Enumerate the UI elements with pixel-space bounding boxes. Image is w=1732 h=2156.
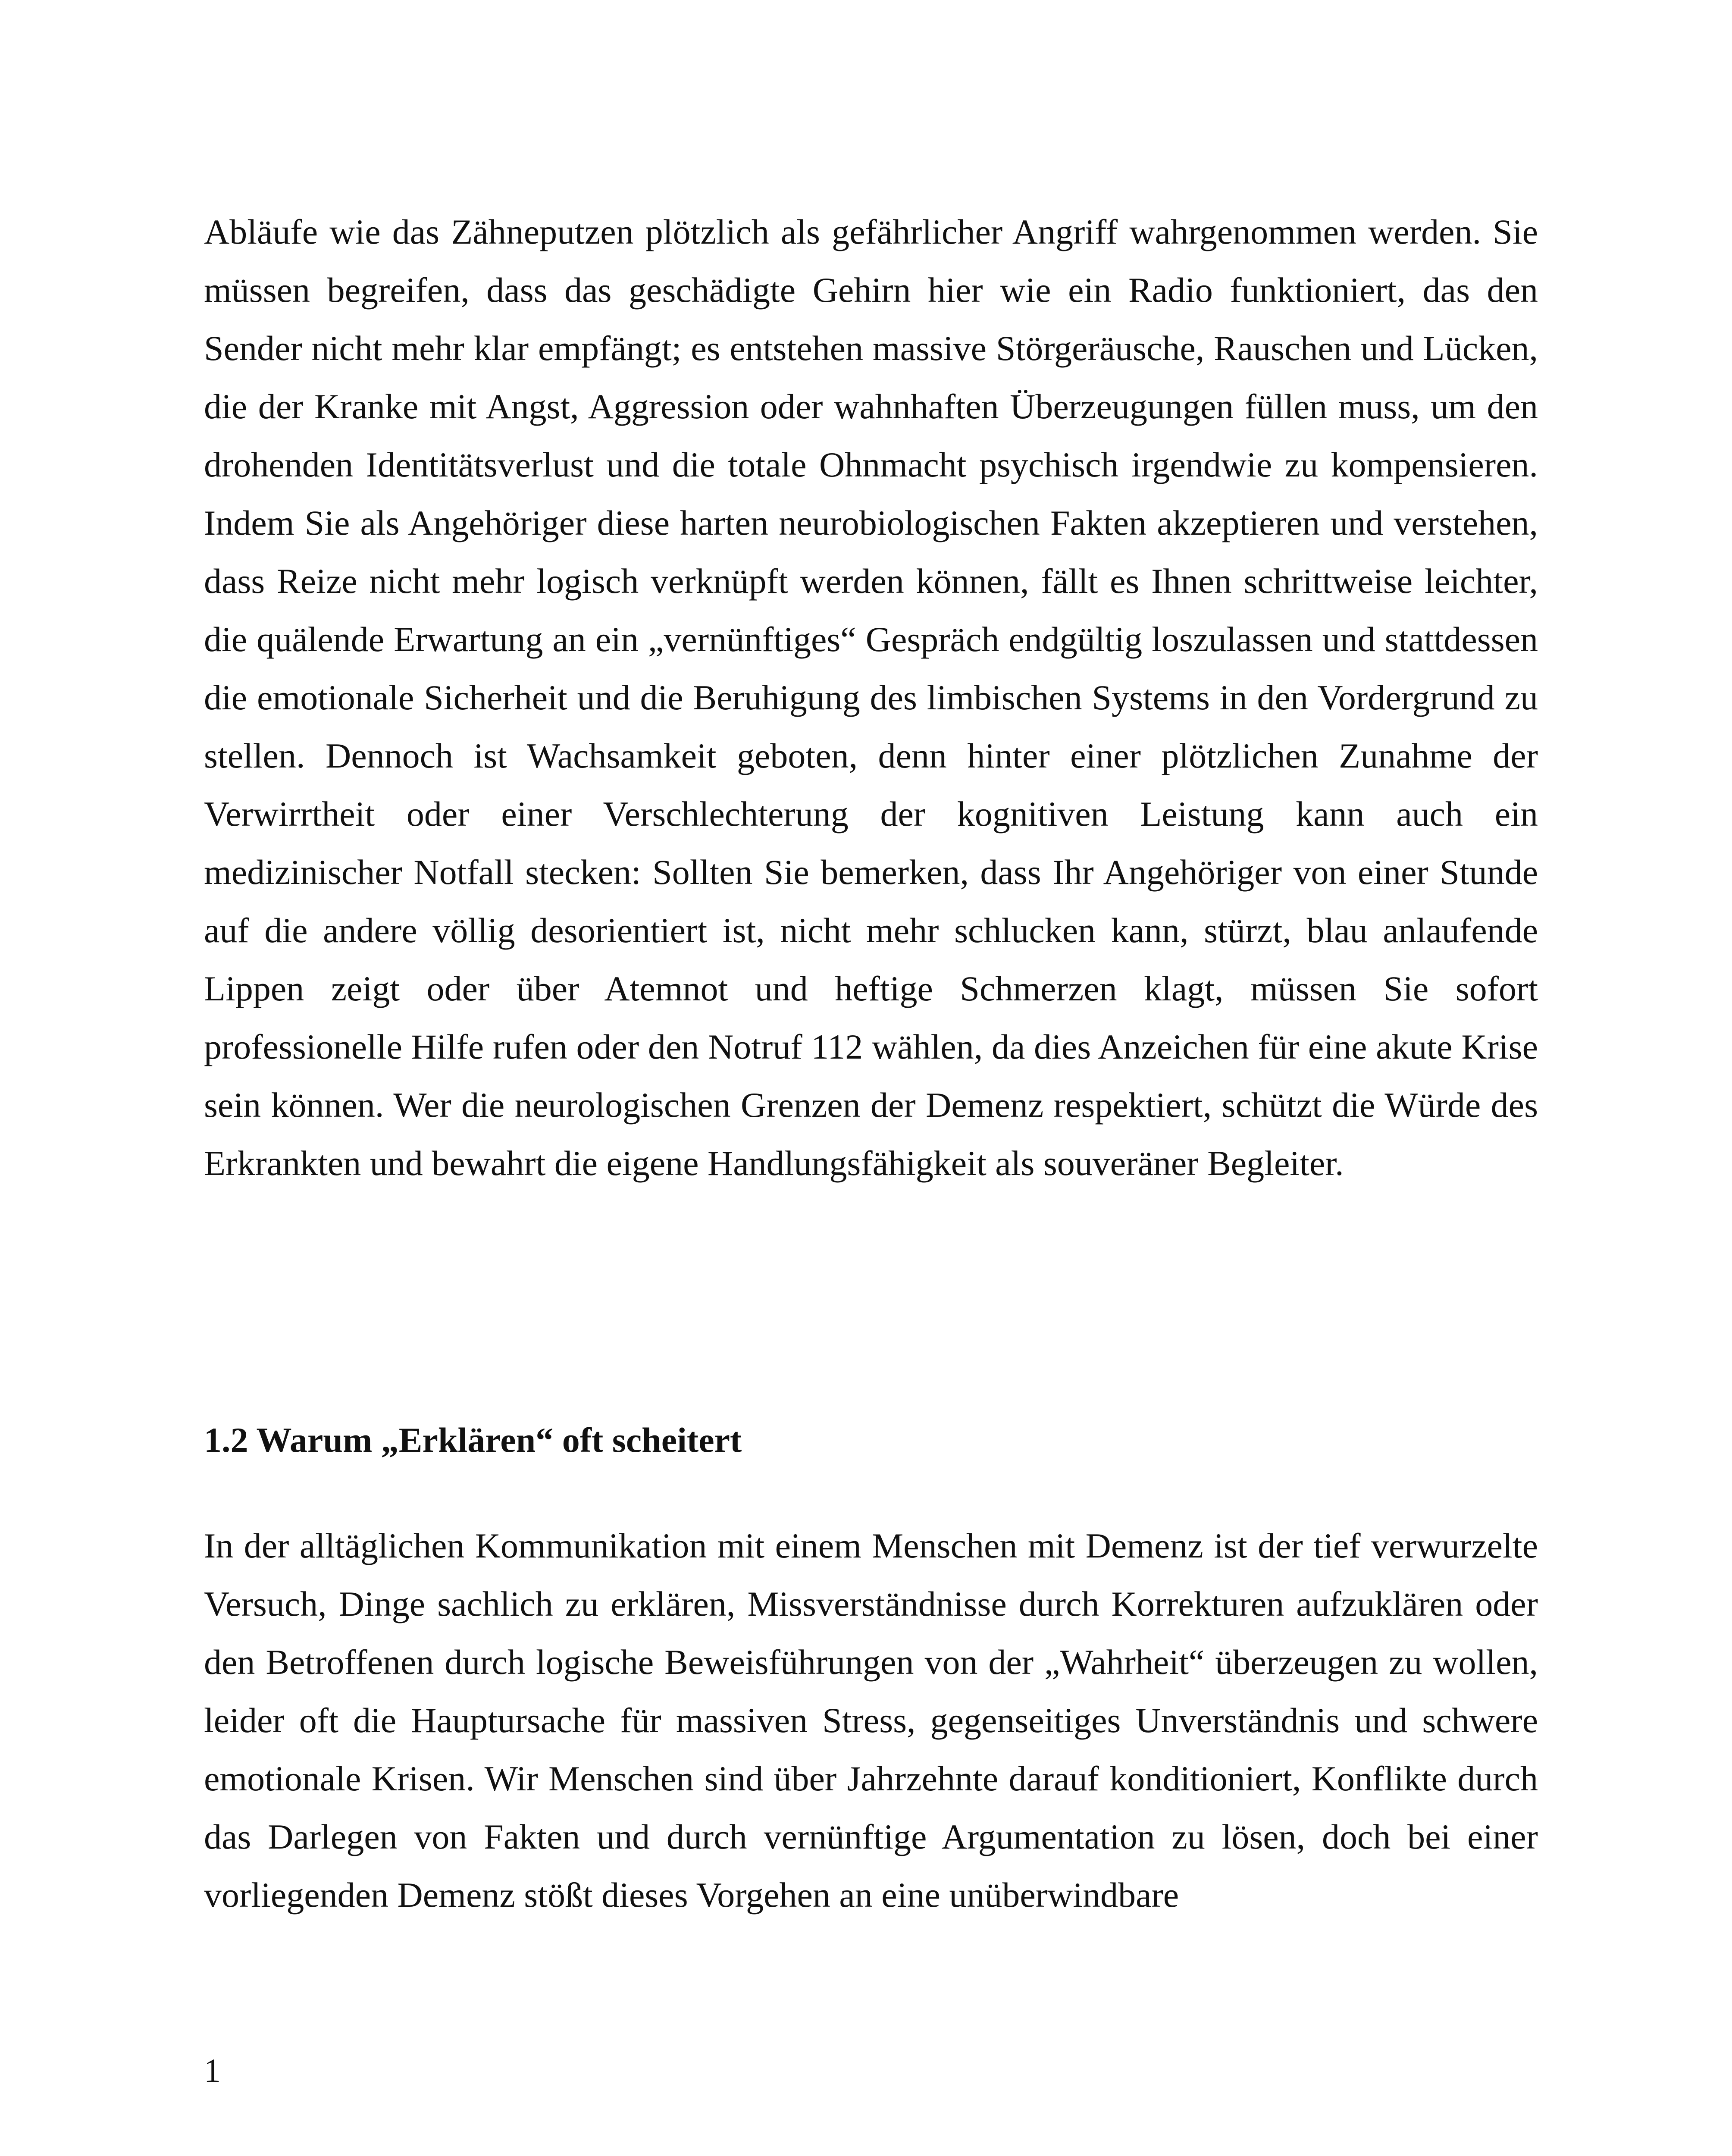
page-number: 1 <box>204 2052 221 2089</box>
section-heading: 1.2 Warum „Erklären“ oft scheitert <box>204 1420 742 1460</box>
body-paragraph: Abläufe wie das Zähneputzen plötzlich als gefährlicher Angriff wahrgenommen werden. Sie müssen begreifen, dass das geschädigte Gehirn hier wie ein Radio funktioniert, das den Sender nicht mehr klar empfängt; es entstehen massive Störgeräusche, Rauschen und Lücken, die der Kranke mit Angst, Aggression oder wahnhaften Überzeugungen füllen muss, um den drohenden Identitätsverlust und die totale Ohnmacht psychisch irgendwie zu kompensieren. Indem Sie als Angehöriger diese harten neurobiologischen Fakten akzeptieren und verstehen, dass Reize nicht mehr logisch verknüpft werden können, fällt es Ihnen schrittweise leichter, die quälende Erwartung an ein „vernünftiges“ Gespräch endgültig loszulassen und stattdessen die emotionale Sicherheit und die Beruhigung des limbischen Systems in den Vordergrund zu stellen. Dennoch ist Wachsamkeit geboten, denn hinter einer plötzlichen Zunahme der Verwirrtheit oder einer Verschlechterung der kognitiven Leistung kann auch ein medizinischer Notfall stecken: Sollten Sie bemerken, dass Ihr Angehöriger von einer Stunde auf die andere völlig desorientiert ist, nicht mehr schlucken kann, stürzt, blau anlaufende Lippen zeigt oder über Atemnot und heftige Schmerzen klagt, müssen Sie sofort professionelle Hilfe rufen oder den Notruf 112 wählen, da dies Anzeichen für eine akute Krise sein können. Wer die neurologischen Grenzen der Demenz respektiert, schützt die Würde des Erkrankten und bewahrt die eigene Handlungsfähigkeit als souveräner Begleiter. <box>204 212 1538 1183</box>
body-paragraph: In der alltäglichen Kommunikation mit einem Menschen mit Demenz ist der tief verwurzelte Versuch, Dinge sachlich zu erklären, Missverständnisse durch Korrekturen aufzuklären oder den Betroffenen durch logische Beweisführungen von der „Wahrheit“ überzeugen zu wollen, leider oft die Hauptursache für massiven Stress, gegenseitiges Unverständnis und schwere emotionale Krisen. Wir Menschen sind über Jahrzehnte darauf konditioniert, Konflikte durch das Darlegen von Fakten und durch vernünftige Argumentation zu lösen, doch bei einer vorliegenden Demenz stößt dieses Vorgehen an eine unüberwindbare <box>204 1526 1538 1915</box>
